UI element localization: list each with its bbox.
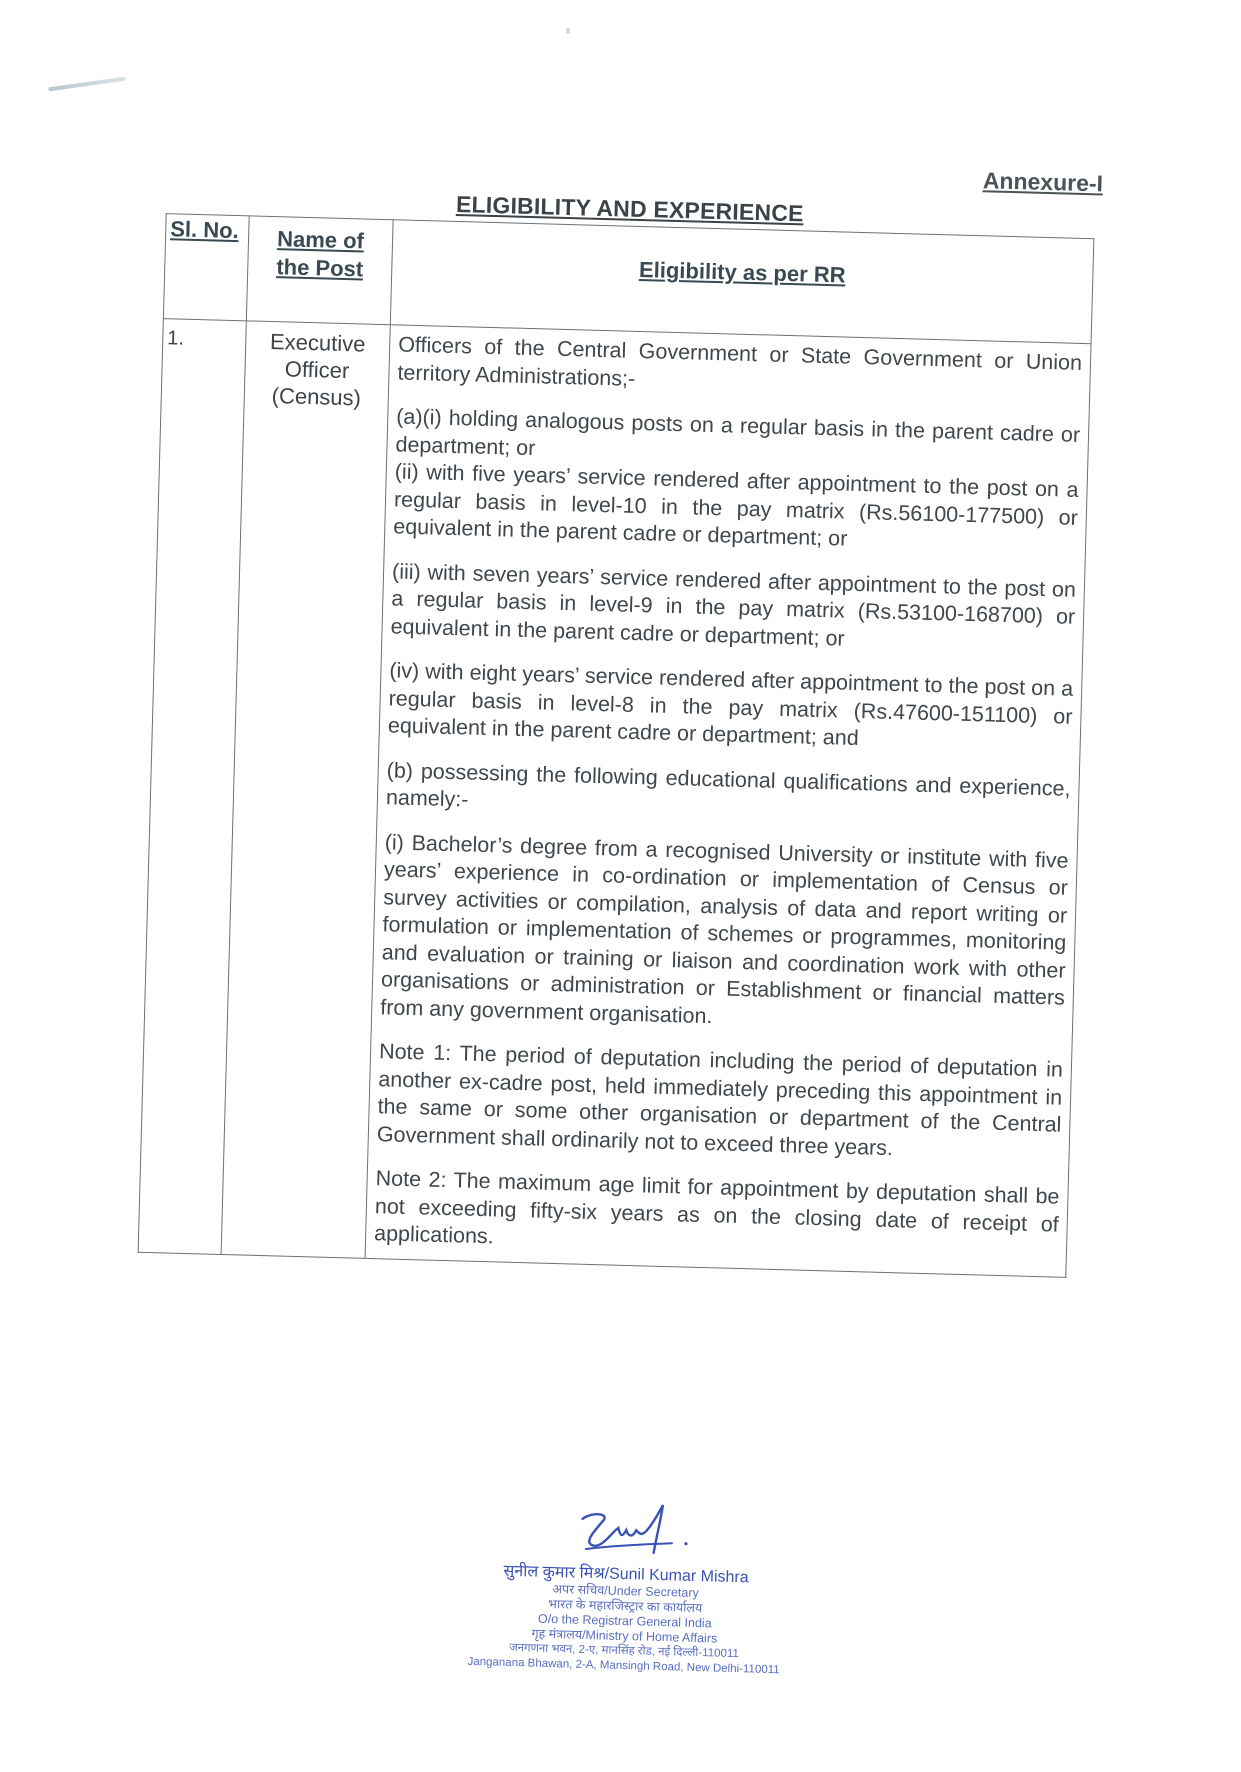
- paragraph-a-iii: (iii) with seven years’ service rendered after appointment to the post on a regular basis in level-9 in the pay matrix (Rs.53100-168700) or equivalent in the parent cadre or department; or: [390, 558, 1077, 651]
- paragraph-a-ii: (ii) with five years’ service rendered after appointment to the post on a regular basis in level-10 in the pay matrix (Rs.56100-177500) or equivalent in the parent cadre or department; or: [393, 459, 1079, 551]
- paragraph-b-i: (i) Bachelor’s degree from a recognised University or institute with five years’ experience in co-ordination or implementation of Census or survey activities or compilation, analysis of data and report writing or formulation or implementation of schemes or programmes, monitoring and evaluation or training or liaison and coordination work with other organisations or administration or Establishment or financial matters from any government organisation.: [380, 829, 1069, 1028]
- paragraph-note-1: Note 1: The period of deputation including the period of deputation in another ex-cadre post, held immediately preceding this appointment in the same or some other organisation or department of the Central Government shall ordinarily not to exceed three years.: [376, 1039, 1064, 1160]
- eligibility-table: [138, 213, 1095, 1277]
- paragraph-note-2: Note 2: The maximum age limit for appointment by deputation shall be not exceeding fifty-six years as on the closing date of receipt of applications.: [373, 1166, 1060, 1249]
- office-name-hindi: भारत के महारजिस्ट्रार का कार्यालय: [547, 1596, 703, 1616]
- address-english: Janganana Bhawan, 2-A, Mansingh Road, New Delhi-110011: [467, 1655, 780, 1677]
- header-eligibility: Eligibility as per RR: [390, 220, 1094, 344]
- document-title: ELIGIBILITY AND EXPERIENCE: [455, 190, 805, 227]
- paragraph-a-i: (a)(i) holding analogous posts on a regular basis in the parent cadre or department; or: [395, 404, 1081, 460]
- office-name-english: O/o the Registrar General India: [537, 1611, 712, 1631]
- signatory-name: सुनील कुमार मिश्र/Sunil Kumar Mishra: [503, 1562, 749, 1587]
- paragraph-b: (b) possessing the following educational qualifications and experience, namely:-: [385, 757, 1071, 812]
- signatory-designation: अपर सचिव/Under Secretary: [552, 1582, 699, 1601]
- signature-scribble-icon: [562, 1500, 693, 1559]
- paragraph-a-iv: (iv) with eight years’ service rendered after appointment to the post on a regular basis in level-8 in the pay matrix (Rs.47600-151100) or equivalent in the parent cadre or department; and: [387, 658, 1074, 751]
- signature-block: [438, 1497, 813, 1679]
- header-name-of-post: Name of the Post: [246, 216, 393, 325]
- ministry-name: गृह मंत्रालय/Ministry of Home Affairs: [531, 1626, 718, 1646]
- cell-post-name: Executive Officer (Census): [221, 321, 390, 1258]
- cell-sl-no: 1.: [138, 319, 246, 1254]
- paragraph-intro: Officers of the Central Government or State Government or Union territory Administrations;-: [397, 332, 1083, 391]
- cell-eligibility-text: [365, 325, 1091, 1277]
- header-sl-no: Sl. No.: [163, 214, 249, 321]
- annexure-label: Annexure-I: [982, 167, 1104, 197]
- address-hindi: जनगणना भवन, 2-ए, मानसिंह रोड, नई दिल्ली-110011: [508, 1641, 740, 1661]
- table-row: [138, 319, 1091, 1277]
